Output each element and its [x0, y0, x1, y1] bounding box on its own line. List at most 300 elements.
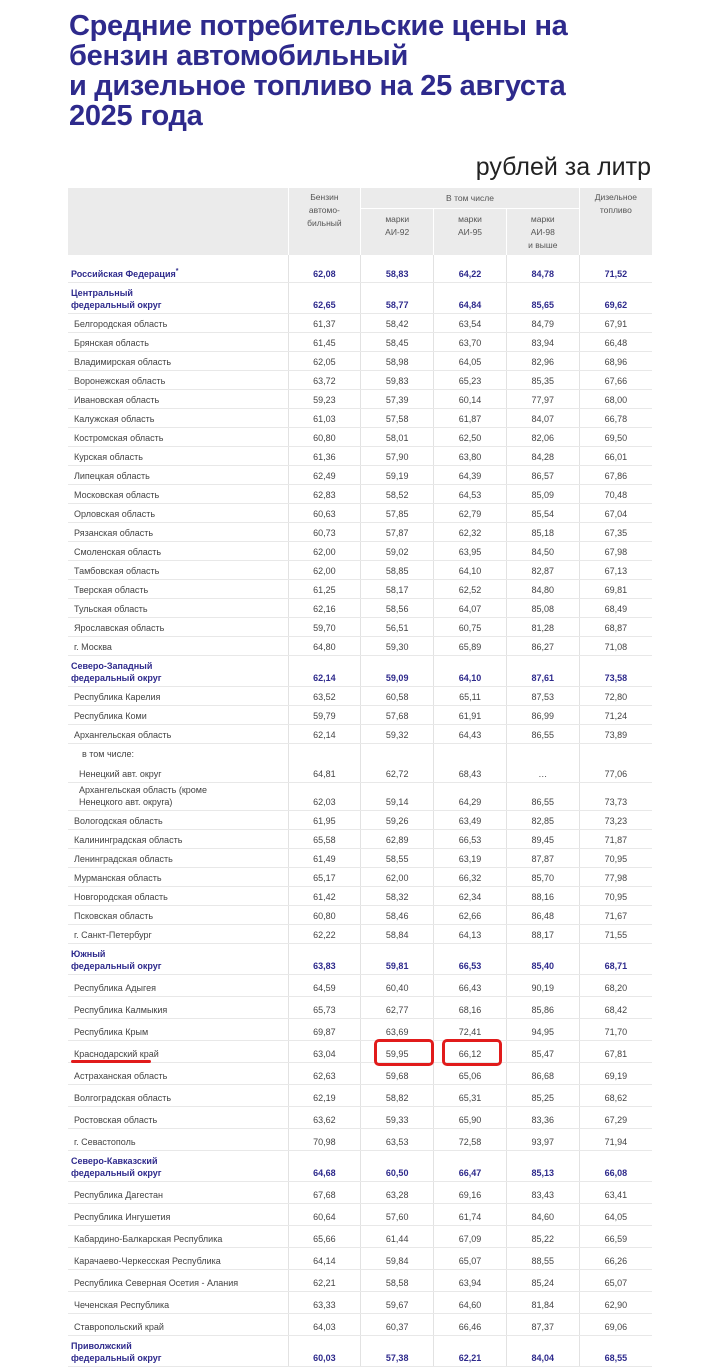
- region-name-line: федеральный округ: [71, 1168, 162, 1178]
- value-ai98: 82,87: [506, 561, 579, 580]
- value-ai92: 58,56: [361, 599, 434, 618]
- value-ai98: 84,80: [506, 580, 579, 599]
- region-name-text: Владимирская область: [74, 357, 172, 367]
- region-name: [68, 744, 288, 783]
- value-ai98: 94,95: [506, 1019, 579, 1041]
- table-row: [68, 783, 652, 811]
- table-body: [68, 255, 652, 1367]
- value-ai98: 85,24: [506, 1270, 579, 1292]
- value-ai92: 63,69: [361, 1019, 434, 1041]
- region-name: [68, 887, 288, 906]
- value-ai92: 63,28: [361, 1182, 434, 1204]
- table-row: [68, 811, 652, 830]
- table-row: [68, 1182, 652, 1204]
- value-gasoline: 62,08: [288, 255, 361, 283]
- value-ai92: 57,87: [361, 523, 434, 542]
- header-text: Бензин: [310, 192, 339, 202]
- value-ai92: 62,77: [361, 997, 434, 1019]
- value-diesel: 69,81: [579, 580, 652, 599]
- value-diesel: 65,07: [579, 1270, 652, 1292]
- value-ai95: 62,50: [434, 428, 507, 447]
- table-row: [68, 1292, 652, 1314]
- header-text: АИ-98: [530, 227, 555, 237]
- table-row: [68, 1085, 652, 1107]
- region-name: [68, 811, 288, 830]
- value-diesel: 70,95: [579, 849, 652, 868]
- region-name-line: Ненецкий авт. округ: [79, 769, 162, 779]
- value-diesel: 73,89: [579, 725, 652, 744]
- region-name-text: Белгородская область: [74, 319, 168, 329]
- region-name-text: Республика Адыгея: [74, 983, 156, 993]
- value-diesel: 73,58: [579, 656, 652, 687]
- value-ai98: 84,79: [506, 314, 579, 333]
- region-name: [68, 687, 288, 706]
- value-diesel: 63,41: [579, 1182, 652, 1204]
- region-name: [68, 725, 288, 744]
- value-ai92: 60,40: [361, 975, 434, 997]
- region-name-text: Республика Карелия: [74, 692, 161, 702]
- table-row: [68, 371, 652, 390]
- title-line: и дизельное топливо на 25 августа: [69, 70, 566, 102]
- value-ai98: 85,09: [506, 485, 579, 504]
- value-diesel: 67,86: [579, 466, 652, 485]
- value-ai92: 58,77: [361, 283, 434, 314]
- region-name-line: федеральный округ: [71, 1353, 162, 1363]
- value-gasoline: 61,95: [288, 811, 361, 830]
- value-diesel: 77,98: [579, 868, 652, 887]
- value-diesel: 68,55: [579, 1336, 652, 1367]
- value-ai92: 59,81: [361, 944, 434, 975]
- table-row: [68, 1107, 652, 1129]
- value-gasoline: 67,68: [288, 1182, 361, 1204]
- value-diesel: 67,81: [579, 1041, 652, 1063]
- value-gasoline: 65,17: [288, 868, 361, 887]
- value-diesel: 68,49: [579, 599, 652, 618]
- region-name: [68, 283, 288, 314]
- value-gasoline: 62,03: [288, 783, 361, 811]
- including-label: в том числе:: [82, 749, 134, 759]
- value-ai95: 62,34: [434, 887, 507, 906]
- value-diesel: 64,05: [579, 1204, 652, 1226]
- value-diesel: 72,80: [579, 687, 652, 706]
- region-name-text: Псковская область: [74, 911, 154, 921]
- value-ai92: 58,98: [361, 352, 434, 371]
- value-gasoline: 62,22: [288, 925, 361, 944]
- value-ai95: 64,53: [434, 485, 507, 504]
- region-name-text: Тверская область: [74, 585, 149, 595]
- district-row: [68, 283, 652, 314]
- region-name-text: Воронежская область: [74, 376, 166, 386]
- title-line: Средние потребительские цены на: [69, 10, 568, 42]
- district-row: [68, 1336, 652, 1367]
- value-gasoline: 63,33: [288, 1292, 361, 1314]
- value-diesel: 68,87: [579, 618, 652, 637]
- value-gasoline: 59,23: [288, 390, 361, 409]
- table-row: [68, 997, 652, 1019]
- value-diesel: 68,96: [579, 352, 652, 371]
- value-diesel: 70,48: [579, 485, 652, 504]
- value-ai95: 65,06: [434, 1063, 507, 1085]
- value-ai98: 86,55: [506, 725, 579, 744]
- district-row: [68, 656, 652, 687]
- region-name-text: Курская область: [74, 452, 143, 462]
- region-name-text: Кабардино-Балкарская Республика: [74, 1234, 223, 1244]
- value-ai98: 83,36: [506, 1107, 579, 1129]
- value-ai98: 87,61: [506, 656, 579, 687]
- value-ai95: 65,23: [434, 371, 507, 390]
- value-ai95: 64,60: [434, 1292, 507, 1314]
- value-ai95: 60,75: [434, 618, 507, 637]
- value-gasoline: 59,70: [288, 618, 361, 637]
- value-gasoline: 60,73: [288, 523, 361, 542]
- region-name: [68, 428, 288, 447]
- region-name: [68, 1107, 288, 1129]
- region-name: [68, 371, 288, 390]
- value-gasoline: 60,63: [288, 504, 361, 523]
- value-gasoline: 70,98: [288, 1129, 361, 1151]
- region-name: [68, 485, 288, 504]
- region-name: [68, 447, 288, 466]
- value-ai98: 84,28: [506, 447, 579, 466]
- value-ai98: 84,50: [506, 542, 579, 561]
- value-gasoline: 62,16: [288, 599, 361, 618]
- value-diesel: 68,71: [579, 944, 652, 975]
- value-gasoline: 64,81: [288, 744, 361, 783]
- value-ai95: 62,21: [434, 1336, 507, 1367]
- value-ai98: 84,07: [506, 409, 579, 428]
- value-diesel: 69,06: [579, 1314, 652, 1336]
- region-name: [68, 333, 288, 352]
- value-ai95: 63,19: [434, 849, 507, 868]
- region-name-text: Брянская область: [74, 338, 149, 348]
- value-diesel: 68,20: [579, 975, 652, 997]
- value-ai92: 59,09: [361, 656, 434, 687]
- value-ai92: 62,00: [361, 868, 434, 887]
- table-row: [68, 561, 652, 580]
- value-gasoline: 61,42: [288, 887, 361, 906]
- value-ai92: 58,52: [361, 485, 434, 504]
- header-text: бильный: [307, 218, 342, 228]
- value-ai92: 60,58: [361, 687, 434, 706]
- fuel-price-table: [68, 188, 652, 1367]
- region-name-text: Ставропольский край: [74, 1322, 164, 1332]
- value-gasoline: 69,87: [288, 1019, 361, 1041]
- table-row: [68, 906, 652, 925]
- table-row: [68, 599, 652, 618]
- value-ai98: 86,57: [506, 466, 579, 485]
- table-row: [68, 1019, 652, 1041]
- region-name: [68, 618, 288, 637]
- region-name-text: Ленинградская область: [74, 854, 173, 864]
- value-diesel: 71,70: [579, 1019, 652, 1041]
- value-ai95: 65,07: [434, 1248, 507, 1270]
- region-name-line: федеральный округ: [71, 673, 162, 683]
- region-name-text: Ростовская область: [74, 1115, 158, 1125]
- value-ai95: 66,53: [434, 830, 507, 849]
- value-diesel: 66,26: [579, 1248, 652, 1270]
- value-ai92: 61,44: [361, 1226, 434, 1248]
- value-gasoline: 61,36: [288, 447, 361, 466]
- table-row: [68, 1226, 652, 1248]
- value-gasoline: 60,03: [288, 1336, 361, 1367]
- region-name: [68, 1248, 288, 1270]
- value-ai92: 62,72: [361, 744, 434, 783]
- annotation-box-ai95: [442, 1039, 502, 1066]
- value-ai95: 67,09: [434, 1226, 507, 1248]
- table-row: [68, 1041, 652, 1063]
- value-ai98: 84,04: [506, 1336, 579, 1367]
- table-row: [68, 1248, 652, 1270]
- table-row: [68, 580, 652, 599]
- value-ai95: 63,94: [434, 1270, 507, 1292]
- value-gasoline: 61,25: [288, 580, 361, 599]
- region-name-text: Республика Дагестан: [74, 1190, 163, 1200]
- table-row: [68, 637, 652, 656]
- value-ai98: 93,97: [506, 1129, 579, 1151]
- region-name-text: Республика Крым: [74, 1027, 149, 1037]
- region-name: [68, 1314, 288, 1336]
- value-ai95: 62,66: [434, 906, 507, 925]
- region-name: [68, 830, 288, 849]
- region-name-line: Центральный: [71, 288, 133, 298]
- value-diesel: 77,06: [579, 744, 652, 783]
- region-name-text: Калужская область: [74, 414, 155, 424]
- value-ai92: 58,32: [361, 887, 434, 906]
- table-row: [68, 447, 652, 466]
- region-name: [68, 352, 288, 371]
- table-row: [68, 504, 652, 523]
- value-gasoline: 64,80: [288, 637, 361, 656]
- region-name-text: Новгородская область: [74, 892, 168, 902]
- district-row: [68, 1151, 652, 1182]
- value-ai92: 57,39: [361, 390, 434, 409]
- header-gasoline: [288, 188, 361, 255]
- value-ai92: 59,14: [361, 783, 434, 811]
- value-diesel: 68,42: [579, 997, 652, 1019]
- region-name: [68, 656, 288, 687]
- page-title: [69, 11, 689, 131]
- region-name-text: Тамбовская область: [74, 566, 160, 576]
- table-row: [68, 687, 652, 706]
- value-ai92: 58,45: [361, 333, 434, 352]
- title-line: бензин автомобильный: [69, 40, 408, 72]
- title-line: 2025 года: [69, 100, 203, 132]
- value-diesel: 71,55: [579, 925, 652, 944]
- region-name-line: федеральный округ: [71, 300, 162, 310]
- value-ai98: 85,18: [506, 523, 579, 542]
- value-ai95: 64,13: [434, 925, 507, 944]
- value-ai92: 59,02: [361, 542, 434, 561]
- value-diesel: 73,73: [579, 783, 652, 811]
- value-gasoline: 62,14: [288, 656, 361, 687]
- region-name: [68, 390, 288, 409]
- value-ai95: 65,31: [434, 1085, 507, 1107]
- value-ai98: 90,19: [506, 975, 579, 997]
- region-name-text: Российская Федерация: [71, 269, 176, 279]
- table-row: [68, 975, 652, 997]
- value-ai92: 59,83: [361, 371, 434, 390]
- value-ai95: 68,43: [434, 744, 507, 783]
- value-ai98: 83,43: [506, 1182, 579, 1204]
- region-name-text: Архангельская область: [74, 730, 172, 740]
- value-gasoline: 64,59: [288, 975, 361, 997]
- value-diesel: 66,01: [579, 447, 652, 466]
- value-ai95: 64,10: [434, 656, 507, 687]
- value-ai95: 64,29: [434, 783, 507, 811]
- region-name: [68, 849, 288, 868]
- value-diesel: 71,52: [579, 255, 652, 283]
- value-ai92: 59,84: [361, 1248, 434, 1270]
- header-text: и выше: [528, 240, 558, 250]
- value-diesel: 73,23: [579, 811, 652, 830]
- table-row: [68, 618, 652, 637]
- table-row: [68, 333, 652, 352]
- value-gasoline: 62,83: [288, 485, 361, 504]
- table-row: [68, 523, 652, 542]
- value-ai98: 89,45: [506, 830, 579, 849]
- table-row: [68, 1270, 652, 1292]
- region-name-text: Волгоградская область: [74, 1093, 172, 1103]
- value-ai98: …: [506, 744, 579, 783]
- value-ai95: 64,84: [434, 283, 507, 314]
- region-name-text: Рязанская область: [74, 528, 154, 538]
- region-name-text: Карачаево-Черкесская Республика: [74, 1256, 221, 1266]
- value-ai95: 66,53: [434, 944, 507, 975]
- value-diesel: 70,95: [579, 887, 652, 906]
- district-row: [68, 944, 652, 975]
- value-ai92: 58,01: [361, 428, 434, 447]
- value-diesel: 69,50: [579, 428, 652, 447]
- region-name-text: Краснодарский край: [74, 1049, 159, 1059]
- header-text: Дизельное: [594, 192, 637, 202]
- value-ai92: 58,84: [361, 925, 434, 944]
- value-gasoline: 63,52: [288, 687, 361, 706]
- value-ai95: 62,32: [434, 523, 507, 542]
- region-name: [68, 906, 288, 925]
- value-diesel: 66,78: [579, 409, 652, 428]
- region-name-text: Астраханская область: [74, 1071, 168, 1081]
- value-ai95: 64,05: [434, 352, 507, 371]
- value-diesel: 71,87: [579, 830, 652, 849]
- table-row: [68, 1314, 652, 1336]
- header-text: топливо: [599, 205, 632, 215]
- header-including: В том числе: [361, 188, 579, 209]
- value-ai95: 63,70: [434, 333, 507, 352]
- table-row: [68, 868, 652, 887]
- annotation-box-ai92: [374, 1039, 434, 1066]
- value-ai98: 83,94: [506, 333, 579, 352]
- value-ai95: 62,52: [434, 580, 507, 599]
- value-ai92: 59,19: [361, 466, 434, 485]
- value-ai95: 66,47: [434, 1151, 507, 1182]
- region-name: [68, 542, 288, 561]
- value-ai92: 57,90: [361, 447, 434, 466]
- region-name: [68, 706, 288, 725]
- value-ai95: 61,74: [434, 1204, 507, 1226]
- header-ai95: [434, 209, 507, 256]
- table-row: [68, 428, 652, 447]
- value-ai95: 72,58: [434, 1129, 507, 1151]
- value-gasoline: 65,66: [288, 1226, 361, 1248]
- value-ai98: 86,99: [506, 706, 579, 725]
- value-ai98: 85,35: [506, 371, 579, 390]
- value-diesel: 66,08: [579, 1151, 652, 1182]
- table-row: [68, 849, 652, 868]
- annotation-underline: [71, 1060, 151, 1063]
- region-name: [68, 1063, 288, 1085]
- region-name-text: Московская область: [74, 490, 160, 500]
- value-ai92: 59,68: [361, 1063, 434, 1085]
- region-name-line: Ненецкого авт. округа): [79, 797, 173, 807]
- value-ai98: 87,87: [506, 849, 579, 868]
- table-row: [68, 409, 652, 428]
- region-name: [68, 523, 288, 542]
- value-diesel: 69,19: [579, 1063, 652, 1085]
- value-ai92: 56,51: [361, 618, 434, 637]
- value-ai95: 66,32: [434, 868, 507, 887]
- value-gasoline: 63,72: [288, 371, 361, 390]
- region-name: [68, 504, 288, 523]
- value-ai95: 63,95: [434, 542, 507, 561]
- region-name-text: Ивановская область: [74, 395, 160, 405]
- value-ai92: 59,33: [361, 1107, 434, 1129]
- region-name-line: федеральный округ: [71, 961, 162, 971]
- region-name: [68, 637, 288, 656]
- region-name-text: Республика Коми: [74, 711, 147, 721]
- value-ai92: 59,67: [361, 1292, 434, 1314]
- value-ai95: 68,16: [434, 997, 507, 1019]
- value-diesel: 66,59: [579, 1226, 652, 1248]
- value-diesel: 68,62: [579, 1085, 652, 1107]
- value-diesel: 67,66: [579, 371, 652, 390]
- region-name-text: Липецкая область: [74, 471, 150, 481]
- value-ai98: 86,55: [506, 783, 579, 811]
- value-ai98: 88,55: [506, 1248, 579, 1270]
- table-row: [68, 830, 652, 849]
- value-ai92: 60,37: [361, 1314, 434, 1336]
- value-gasoline: 64,03: [288, 1314, 361, 1336]
- header-text: АИ-92: [385, 227, 410, 237]
- value-gasoline: 61,45: [288, 333, 361, 352]
- value-ai95: 63,54: [434, 314, 507, 333]
- value-ai92: 58,85: [361, 561, 434, 580]
- value-ai92: 60,50: [361, 1151, 434, 1182]
- value-diesel: 71,67: [579, 906, 652, 925]
- region-name: [68, 975, 288, 997]
- region-name-text: Орловская область: [74, 509, 156, 519]
- value-diesel: 67,29: [579, 1107, 652, 1129]
- region-name: [68, 868, 288, 887]
- value-diesel: 67,98: [579, 542, 652, 561]
- value-ai95: 64,39: [434, 466, 507, 485]
- region-name-line: Южный: [71, 949, 106, 959]
- region-name: [68, 1336, 288, 1367]
- value-ai98: 77,97: [506, 390, 579, 409]
- header-text: АИ-95: [457, 227, 483, 237]
- value-ai98: 87,37: [506, 1314, 579, 1336]
- value-ai98: 85,65: [506, 283, 579, 314]
- value-ai95: 66,12: [434, 1041, 507, 1063]
- value-ai98: 85,08: [506, 599, 579, 618]
- header-text: марки: [458, 214, 482, 224]
- footnote-mark: *: [175, 268, 179, 275]
- region-name-text: г. Москва: [74, 642, 112, 652]
- value-gasoline: 63,62: [288, 1107, 361, 1129]
- value-gasoline: 62,00: [288, 561, 361, 580]
- region-name: [68, 1182, 288, 1204]
- value-ai92: 58,42: [361, 314, 434, 333]
- region-name-text: Республика Ингушетия: [74, 1212, 171, 1222]
